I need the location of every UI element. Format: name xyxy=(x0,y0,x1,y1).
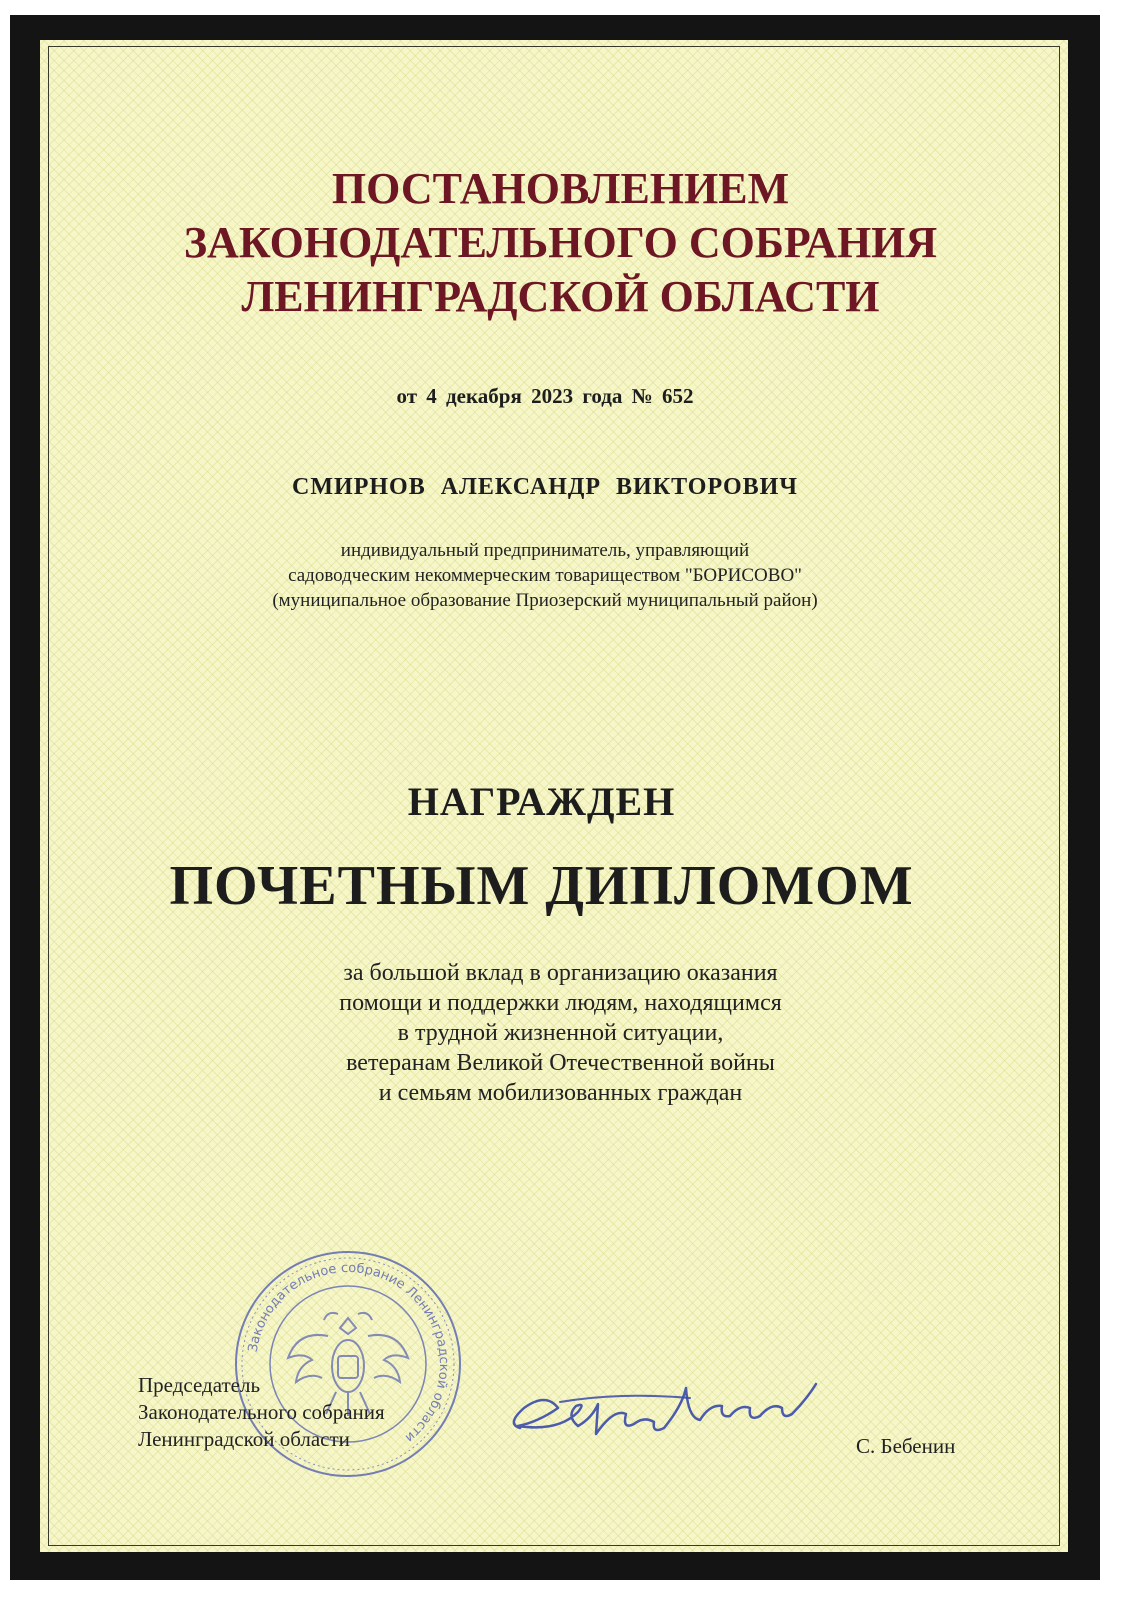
position-line-2: садоводческим некоммерческим товариществом "БОРИСОВО" xyxy=(288,565,802,586)
header-line-2: ЗАКОНОДАТЕЛЬНОГО СОБРАНИЯ xyxy=(183,218,938,267)
seal-text-path: Законодательное собрание Ленинградской области xyxy=(245,1260,452,1446)
position-line-1: индивидуальный предприниматель, управляющий xyxy=(340,540,750,561)
recipient-name: СМИРНОВ АЛЕКСАНДР ВИКТОРОВИЧ xyxy=(292,474,798,500)
signer-title xyxy=(138,1372,385,1453)
reason-line-1: за большой вклад в организацию оказания xyxy=(343,960,778,986)
signer-title-line-3: Ленинградской области xyxy=(138,1427,350,1451)
reason-line-4: ветеранам Великой Отечественной войны xyxy=(346,1050,775,1076)
certificate-header xyxy=(0,162,1121,324)
awarded-heading: НАГРАЖДЕН xyxy=(407,779,676,824)
reason-line-2: помощи и поддержки людям, находящимся xyxy=(339,990,782,1016)
signer-title-line-1: Председатель xyxy=(138,1373,261,1397)
handwritten-signature xyxy=(500,1368,830,1452)
reason-line-5: и семьям мобилизованных граждан xyxy=(378,1080,743,1106)
reason-line-3: в трудной жизненной ситуации, xyxy=(397,1020,724,1046)
position-line-3: (муниципальное образование Приозерский муниципальный район) xyxy=(272,590,818,611)
decree-date: от 4 декабря 2023 года № 652 xyxy=(396,384,694,408)
header-line-3: ЛЕНИНГРАДСКОЙ ОБЛАСТИ xyxy=(241,272,880,321)
award-reason xyxy=(0,958,1121,1108)
signer-title-line-2: Законодательного собрания xyxy=(138,1400,385,1424)
signer-name: С. Бебенин xyxy=(856,1434,956,1458)
diploma-title: ПОЧЕТНЫМ ДИПЛОМОМ xyxy=(169,855,914,917)
recipient-position xyxy=(0,538,1090,613)
header-line-1: ПОСТАНОВЛЕНИЕМ xyxy=(331,164,790,213)
